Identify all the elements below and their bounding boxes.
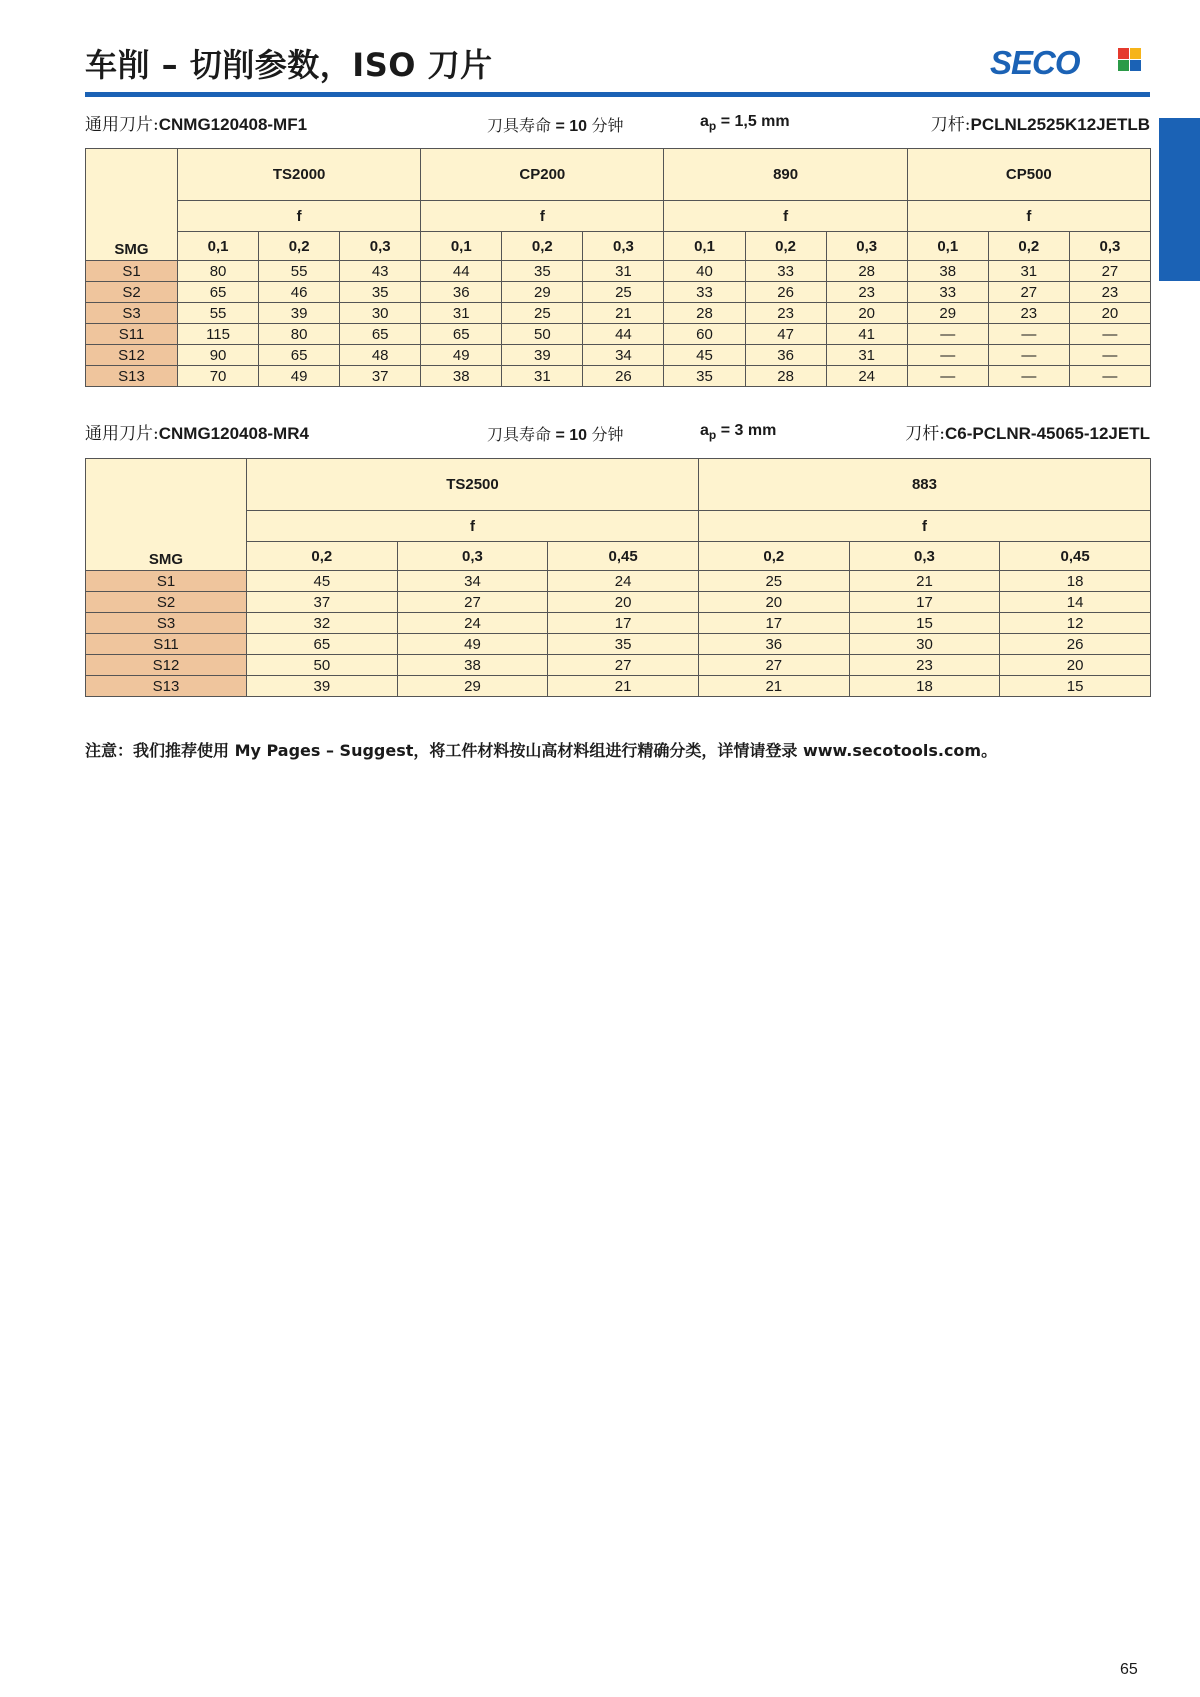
- cutting-speed-value: 65: [340, 324, 421, 345]
- cutting-speed-value: 44: [583, 324, 664, 345]
- grade-header: CP500: [907, 149, 1150, 201]
- section-side-tab: [1159, 118, 1200, 281]
- page-title: 车削 – 切削参数，ISO 刀片: [85, 46, 493, 84]
- insert-code: CNMG120408-MF1: [158, 115, 308, 134]
- feed-value: 0,2: [745, 232, 826, 261]
- cutting-speed-value: 15: [849, 613, 1000, 634]
- smg-group: S1: [86, 571, 247, 592]
- feed-value: 0,1: [178, 232, 259, 261]
- cutting-speed-value: 26: [1000, 634, 1151, 655]
- grade-header: 883: [698, 459, 1150, 511]
- smg-column-header: SMG: [86, 459, 247, 571]
- cutting-speed-value: 65: [259, 345, 340, 366]
- cutting-speed-value: 47: [745, 324, 826, 345]
- table-row: [86, 571, 1151, 592]
- feed-label: f: [421, 201, 664, 232]
- feed-value: 0,3: [340, 232, 421, 261]
- cutting-speed-value: 39: [259, 303, 340, 324]
- cutting-speed-value: 20: [698, 592, 849, 613]
- table-row: [86, 613, 1151, 634]
- cutting-speed-value: 36: [745, 345, 826, 366]
- cutting-speed-value: 25: [698, 571, 849, 592]
- smg-group: S13: [86, 366, 178, 387]
- cutting-speed-value: 35: [548, 634, 699, 655]
- cutting-speed-value: —: [988, 324, 1069, 345]
- table-row: [86, 676, 1151, 697]
- cutting-speed-value: 43: [340, 261, 421, 282]
- smg-group: S11: [86, 324, 178, 345]
- smg-group: S2: [86, 592, 247, 613]
- recommendation-note: 注意：我们推荐使用 My Pages – Suggest，将工件材料按山高材料组进行精确分类，详情请登录 www.secotools.com。: [85, 741, 998, 760]
- cutting-speed-value: 80: [178, 261, 259, 282]
- depth-of-cut: $a_p = 3$ mm: [700, 422, 777, 443]
- cutting-speed-value: 24: [397, 613, 548, 634]
- cutting-data-table-1: [85, 148, 1151, 387]
- cutting-speed-value: 38: [421, 366, 502, 387]
- cutting-speed-value: 23: [1069, 282, 1150, 303]
- cutting-speed-value: 65: [421, 324, 502, 345]
- feed-label: f: [698, 511, 1150, 542]
- feed-value: 0,2: [502, 232, 583, 261]
- cutting-speed-value: 40: [664, 261, 745, 282]
- depth-of-cut: $a_p = 1,5$ mm: [700, 113, 790, 134]
- cutting-speed-value: 21: [583, 303, 664, 324]
- cutting-speed-value: 31: [421, 303, 502, 324]
- feed-label: f: [907, 201, 1150, 232]
- cutting-speed-value: 80: [259, 324, 340, 345]
- smg-group: S11: [86, 634, 247, 655]
- title-rule: [85, 92, 1150, 97]
- cutting-speed-value: 90: [178, 345, 259, 366]
- smg-group: S12: [86, 345, 178, 366]
- feed-value: 0,3: [826, 232, 907, 261]
- smg-group: S13: [86, 676, 247, 697]
- cutting-speed-value: 115: [178, 324, 259, 345]
- cutting-speed-value: 14: [1000, 592, 1151, 613]
- cutting-speed-value: 46: [259, 282, 340, 303]
- cutting-speed-value: 21: [849, 571, 1000, 592]
- page-number: 65: [1120, 1661, 1138, 1678]
- cutting-speed-value: 50: [502, 324, 583, 345]
- cutting-speed-value: 20: [1000, 655, 1151, 676]
- cutting-speed-value: 29: [397, 676, 548, 697]
- holder-code: PCLNL2525K12JETLB: [970, 115, 1150, 134]
- feed-values-row: [86, 232, 1151, 261]
- smg-group: S12: [86, 655, 247, 676]
- grade-header: 890: [664, 149, 907, 201]
- cutting-speed-value: 45: [664, 345, 745, 366]
- table-row: [86, 366, 1151, 387]
- smg-group: S1: [86, 261, 178, 282]
- cutting-speed-value: 70: [178, 366, 259, 387]
- cutting-speed-value: 27: [548, 655, 699, 676]
- cutting-speed-value: 50: [247, 655, 398, 676]
- cutting-speed-value: 37: [247, 592, 398, 613]
- insert-info: 通用刀片:CNMG120408-MF1: [85, 115, 308, 135]
- cutting-speed-value: —: [907, 366, 988, 387]
- feed-value: 0,45: [1000, 542, 1151, 571]
- section2-info: [85, 419, 1150, 445]
- feed-value: 0,2: [698, 542, 849, 571]
- cutting-speed-value: 35: [664, 366, 745, 387]
- cutting-speed-value: 65: [178, 282, 259, 303]
- cutting-speed-value: 26: [583, 366, 664, 387]
- feed-value: 0,3: [849, 542, 1000, 571]
- cutting-speed-value: —: [1069, 345, 1150, 366]
- feed-value: 0,1: [907, 232, 988, 261]
- cutting-speed-value: 26: [745, 282, 826, 303]
- cutting-speed-value: 33: [907, 282, 988, 303]
- holder-code: C6-PCLNR-45065-12JETL: [944, 424, 1150, 443]
- cutting-speed-value: 29: [907, 303, 988, 324]
- cutting-speed-value: 33: [664, 282, 745, 303]
- grade-header: TS2000: [178, 149, 421, 201]
- cutting-speed-value: 27: [1069, 261, 1150, 282]
- insert-info: 通用刀片:CNMG120408-MR4: [85, 424, 309, 444]
- seco-logo: [990, 46, 1145, 80]
- table-row: [86, 345, 1151, 366]
- cutting-speed-value: 29: [502, 282, 583, 303]
- cutting-speed-value: 38: [397, 655, 548, 676]
- grade-header: TS2500: [247, 459, 699, 511]
- cutting-speed-value: 31: [988, 261, 1069, 282]
- cutting-speed-value: 23: [849, 655, 1000, 676]
- cutting-speed-value: 17: [698, 613, 849, 634]
- cutting-speed-value: 30: [849, 634, 1000, 655]
- table-row: [86, 324, 1151, 345]
- cutting-speed-value: 36: [698, 634, 849, 655]
- cutting-speed-value: 45: [247, 571, 398, 592]
- feed-value: 0,1: [421, 232, 502, 261]
- cutting-speed-value: 31: [826, 345, 907, 366]
- section1-info: [85, 110, 1150, 136]
- cutting-speed-value: 28: [745, 366, 826, 387]
- smg-group: S2: [86, 282, 178, 303]
- table-row: [86, 655, 1151, 676]
- cutting-speed-value: 12: [1000, 613, 1151, 634]
- cutting-speed-value: 20: [826, 303, 907, 324]
- cutting-speed-value: 35: [340, 282, 421, 303]
- table-row: [86, 592, 1151, 613]
- cutting-speed-value: 31: [502, 366, 583, 387]
- cutting-speed-value: 25: [583, 282, 664, 303]
- cutting-speed-value: —: [988, 366, 1069, 387]
- cutting-speed-value: 44: [421, 261, 502, 282]
- feed-value: 0,45: [548, 542, 699, 571]
- cutting-speed-value: 21: [548, 676, 699, 697]
- feed-value: 0,1: [664, 232, 745, 261]
- cutting-speed-value: 39: [247, 676, 398, 697]
- cutting-speed-value: —: [907, 345, 988, 366]
- cutting-speed-value: 31: [583, 261, 664, 282]
- cutting-speed-value: 27: [988, 282, 1069, 303]
- cutting-speed-value: 49: [421, 345, 502, 366]
- cutting-speed-value: 17: [548, 613, 699, 634]
- cutting-speed-value: 28: [664, 303, 745, 324]
- logo-text: SECO: [990, 44, 1080, 81]
- cutting-speed-value: 23: [826, 282, 907, 303]
- tool-life: 刀具寿命 = 10 分钟: [487, 116, 624, 135]
- cutting-speed-value: 33: [745, 261, 826, 282]
- table-row: [86, 303, 1151, 324]
- cutting-speed-value: 21: [698, 676, 849, 697]
- cutting-speed-value: —: [988, 345, 1069, 366]
- cutting-speed-value: 60: [664, 324, 745, 345]
- cutting-speed-value: 35: [502, 261, 583, 282]
- cutting-speed-value: 20: [548, 592, 699, 613]
- table-row: [86, 634, 1151, 655]
- cutting-speed-value: 37: [340, 366, 421, 387]
- cutting-speed-value: 18: [1000, 571, 1151, 592]
- table-row: [86, 261, 1151, 282]
- insert-code: CNMG120408-MR4: [158, 424, 309, 443]
- smg-column-header: SMG: [86, 149, 178, 261]
- feed-value: 0,2: [247, 542, 398, 571]
- cutting-speed-value: 23: [988, 303, 1069, 324]
- holder-info: 刀杆:PCLNL2525K12JETLB: [930, 115, 1150, 135]
- cutting-speed-value: 48: [340, 345, 421, 366]
- grade-header-row: [86, 149, 1151, 201]
- cutting-speed-value: 24: [826, 366, 907, 387]
- cutting-speed-value: 55: [178, 303, 259, 324]
- tool-life: 刀具寿命 = 10 分钟: [487, 425, 624, 444]
- grade-header: CP200: [421, 149, 664, 201]
- feed-value: 0,3: [1069, 232, 1150, 261]
- cutting-speed-value: —: [1069, 324, 1150, 345]
- cutting-speed-value: 25: [502, 303, 583, 324]
- cutting-speed-value: —: [907, 324, 988, 345]
- cutting-speed-value: 30: [340, 303, 421, 324]
- cutting-data-table-2: [85, 458, 1151, 697]
- feed-label: f: [664, 201, 907, 232]
- cutting-speed-value: 65: [247, 634, 398, 655]
- smg-group: S3: [86, 613, 247, 634]
- feed-label: f: [178, 201, 421, 232]
- cutting-speed-value: 36: [421, 282, 502, 303]
- feed-label: f: [247, 511, 699, 542]
- feed-value: 0,3: [397, 542, 548, 571]
- logo-squares-icon: [1118, 48, 1142, 72]
- cutting-speed-value: 27: [698, 655, 849, 676]
- feed-label-row: [86, 201, 1151, 232]
- cutting-speed-value: 32: [247, 613, 398, 634]
- cutting-speed-value: 49: [397, 634, 548, 655]
- smg-group: S3: [86, 303, 178, 324]
- cutting-speed-value: 28: [826, 261, 907, 282]
- cutting-speed-value: 15: [1000, 676, 1151, 697]
- table-row: [86, 282, 1151, 303]
- cutting-speed-value: 34: [583, 345, 664, 366]
- cutting-speed-value: —: [1069, 366, 1150, 387]
- cutting-speed-value: 23: [745, 303, 826, 324]
- cutting-speed-value: 55: [259, 261, 340, 282]
- holder-info: 刀杆:C6-PCLNR-45065-12JETL: [905, 424, 1150, 444]
- cutting-speed-value: 34: [397, 571, 548, 592]
- cutting-speed-value: 38: [907, 261, 988, 282]
- cutting-speed-value: 18: [849, 676, 1000, 697]
- feed-value: 0,3: [583, 232, 664, 261]
- cutting-speed-value: 27: [397, 592, 548, 613]
- cutting-speed-value: 24: [548, 571, 699, 592]
- cutting-speed-value: 39: [502, 345, 583, 366]
- grade-header-row: [86, 459, 1151, 511]
- cutting-speed-value: 49: [259, 366, 340, 387]
- feed-value: 0,2: [259, 232, 340, 261]
- feed-value: 0,2: [988, 232, 1069, 261]
- cutting-speed-value: 41: [826, 324, 907, 345]
- cutting-speed-value: 17: [849, 592, 1000, 613]
- cutting-speed-value: 20: [1069, 303, 1150, 324]
